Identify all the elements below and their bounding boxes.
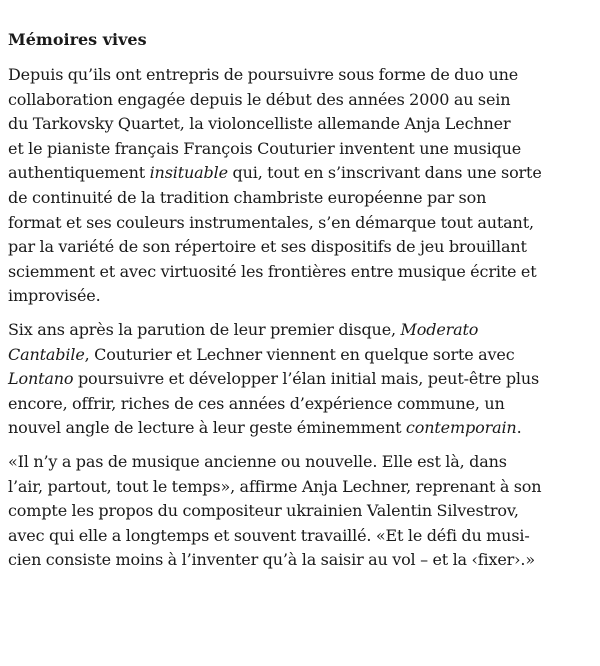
text-line: [8, 392, 598, 417]
article-body: [8, 63, 598, 573]
article-heading: Mémoires vives: [8, 30, 147, 49]
text-segment: collaboration engagée depuis le début des années 2000 au sein: [8, 89, 511, 109]
text-segment: compte les propos du compositeur ukrainien Valentin Silvestrov,: [8, 501, 519, 521]
italic-title: insituable: [149, 163, 228, 183]
text-line: [8, 260, 598, 285]
text-line: [8, 235, 598, 260]
text-segment: format et ses couleurs instrumentales, s’en démarque tout autant,: [8, 212, 534, 232]
text-line: [8, 63, 598, 88]
text-line: [8, 211, 598, 236]
italic-title: Cantabile: [8, 344, 85, 364]
italic-title: Moderato: [400, 319, 479, 339]
italic-title: Lontano: [8, 369, 74, 389]
text-segment: , Couturier et Lechner viennent en quelque sorte avec: [84, 344, 515, 364]
italic-title: contemporain: [405, 418, 517, 438]
paragraph: [8, 318, 598, 441]
text-segment: encore, offrir, riches de ces années d’expérience commune, un: [8, 393, 505, 413]
text-line: [8, 548, 598, 573]
text-line: [8, 88, 598, 113]
text-segment: improvisée.: [8, 286, 101, 306]
text-segment: authentiquement: [8, 163, 150, 183]
text-line: [8, 499, 598, 524]
text-segment: poursuivre et développer l’élan initial mais, peut-être plus: [73, 369, 540, 389]
text-line: [8, 367, 598, 392]
text-line: [8, 524, 598, 549]
text-line: [8, 186, 598, 211]
paragraph: [8, 63, 598, 309]
text-segment: qui, tout en s’inscrivant dans une sorte: [227, 163, 542, 183]
text-segment: l’air, partout, tout le temps», affirme Anja Lechner, reprenant à son: [8, 476, 542, 496]
text-segment: nouvel angle de lecture à leur geste éminemment: [8, 418, 406, 438]
text-segment: «Il n’y a pas de musique ancienne ou nouvelle. Elle est là, dans: [8, 451, 507, 471]
text-segment: cien consiste moins à l’inventer qu’à la saisir au vol – et la ‹fixer›.»: [8, 550, 535, 570]
text-segment: .: [516, 418, 522, 438]
text-line: [8, 343, 598, 368]
text-line: [8, 284, 598, 309]
text-line: [8, 161, 598, 186]
text-line: [8, 416, 598, 441]
text-line: [8, 137, 598, 162]
text-segment: et le pianiste français François Couturier inventent une musique: [8, 138, 522, 158]
text-line: [8, 112, 598, 137]
text-line: [8, 475, 598, 500]
text-line: [8, 318, 598, 343]
text-segment: sciemment et avec virtuosité les frontières entre musique écrite et: [8, 261, 537, 281]
text-segment: avec qui elle a longtemps et souvent travaillé. «Et le défi du musi-: [8, 525, 530, 545]
text-segment: par la variété de son répertoire et ses dispositifs de jeu brouillant: [8, 237, 527, 257]
text-segment: Depuis qu’ils ont entrepris de poursuivre sous forme de duo une: [8, 65, 519, 84]
text-line: [8, 450, 598, 475]
paragraph: [8, 450, 598, 573]
text-segment: du Tarkovsky Quartet, la violoncelliste allemande Anja Lechner: [8, 114, 511, 134]
article: [8, 29, 598, 582]
text-segment: Six ans après la parution de leur premier disque,: [8, 319, 401, 339]
text-segment: de continuité de la tradition chambriste européenne par son: [8, 187, 487, 207]
